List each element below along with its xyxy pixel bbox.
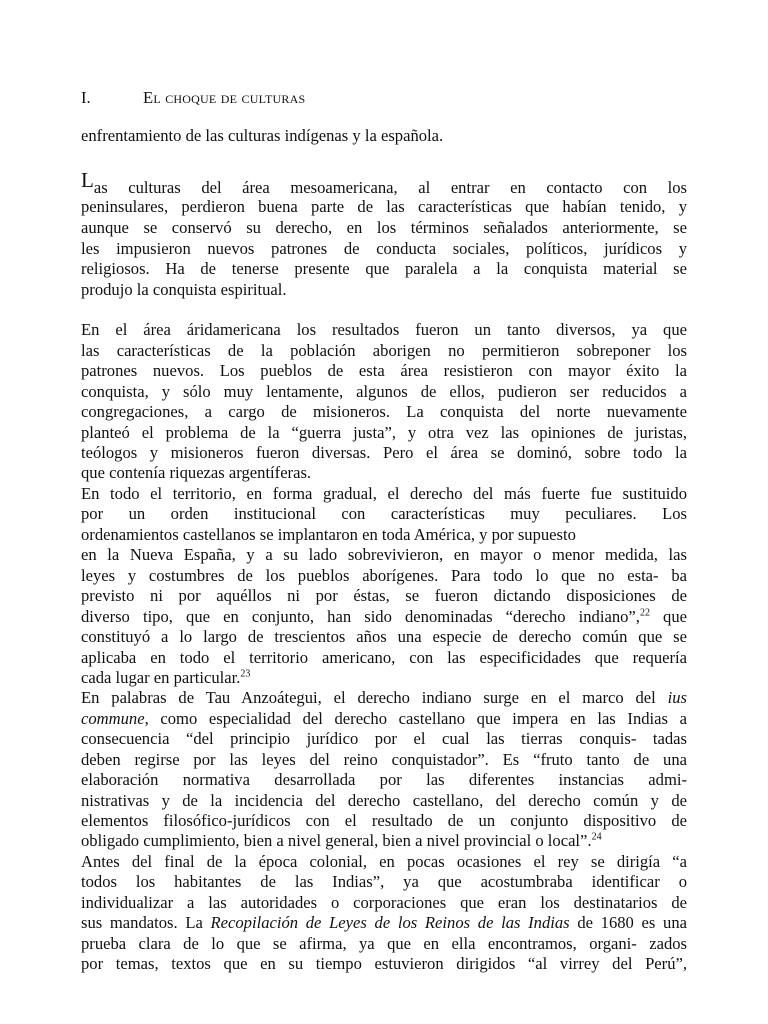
intro-line: enfrentamiento de las culturas indígenas y la española. [81,126,444,145]
paragraph-line: por temas, textos que en su tiempo estuvieron dirigidos “al virrey del Perú”, [81,954,687,973]
paragraph-line: elementos filosófico-jurídicos con el resultado de un conjunto dispositivo de [81,811,687,830]
paragraph-line: por un orden institucional con características muy peculiares. Los [81,504,687,523]
paragraph-line: las características de la población aborigen no permitieron sobreponer los [81,341,687,360]
paragraph-line: elaboración normativa desarrollada por las diferentes instancias admi- [81,770,687,789]
paragraph-line: En el área áridamericana los resultados fueron un tanto diversos, ya que [81,320,687,339]
footnote-ref-23: 23 [240,668,251,680]
italic-term: ius [667,688,687,707]
paragraph-line: prueba clara de lo que se afirma, ya que en ella encontramos, organi- zados [81,934,687,953]
paragraph-line: que contenía riquezas argentíferas. [81,463,312,482]
paragraph-line: todos los habitantes de las Indias”, ya que acostumbraba identificar o [81,872,687,891]
paragraph-line: nistrativas y de la incidencia del derecho castellano, del derecho común y de [81,791,687,810]
paragraph-line: les impusieron nuevos patrones de conducta sociales, políticos, jurídicos y [81,239,687,258]
paragraph-line: Antes del final de la época colonial, en pocas ocasiones el rey se dirigía “a [81,852,687,871]
section-number: I. [81,88,91,107]
paragraph-line: consecuencia “del principio jurídico por el cual las tierras conquis- tadas [81,729,687,748]
paragraph-line: teólogos y misioneros fueron diversas. Pero el área se dominó, sobre todo la [81,443,687,462]
paragraph-line: Las culturas del área mesoamericana, al entrar en contacto con los [81,168,687,197]
paragraph-line: cada lugar en particular.$^{23}$ [81,668,251,687]
paragraph-line: individualizar a las autoridades o corporaciones que eran los destinatarios de [81,893,687,912]
paragraph-line: religiosos. Ha de tenerse presente que paralela a la conquista material se [81,259,687,278]
paragraph-line: ordenamientos castellanos se implantaron en toda América, y por supuesto [81,525,576,544]
paragraph-line: aplicaba en todo el territorio americano, con las especificidades que requería [81,648,687,667]
paragraph-line: En todo el territorio, en forma gradual, el derecho del más fuerte fue sustituido [81,484,687,503]
section-title: El choque de culturas [143,88,306,107]
paragraph-line: previsto ni por aquéllos ni por éstas, se fueron dictando disposiciones de [81,586,687,605]
italic-title: Recopilación de Leyes de los Reinos de las Indias [210,913,570,932]
italic-term: commune [81,709,145,728]
paragraph-line: congregaciones, a cargo de misioneros. La conquista del norte nuevamente [81,402,687,421]
paragraph-line: en la Nueva España, y a su lado sobrevivieron, en mayor o menor medida, las [81,545,687,564]
paragraph-line: produjo la conquista espiritual. [81,280,287,299]
paragraph-line: peninsulares, perdieron buena parte de las características que habían tenido, y [81,197,687,216]
footnote-ref-22: 22 [639,607,650,619]
footnote-ref-24: 24 [591,831,602,843]
paragraph-line: commune, como especialidad del derecho castellano que impera en las Indias a [81,709,687,728]
paragraph-line: diverso tipo, que en conjunto, han sido denominadas “derecho indiano”,$^{22}$ que [81,607,688,626]
drop-cap: L [81,168,94,192]
paragraph-line: planteó el problema de la “guerra justa”, y otra vez las opiniones de juristas, [81,423,687,442]
paragraph-line: conquista, y sólo muy lentamente, algunos de ellos, pudieron ser reducidos a [81,382,687,401]
paragraph-line: patrones nuevos. Los pueblos de esta área resistieron con mayor éxito la [81,361,687,380]
paragraph-line: obligado cumplimiento, bien a nivel general, bien a nivel provincial o local”.$^{24}$ [81,831,602,850]
paragraph-line: deben regirse por las leyes del reino conquistador”. Es “fruto tanto de una [81,750,687,769]
paragraph-line: En palabras de Tau Anzoátegui, el derecho indiano surge en el marco del ius [81,688,687,707]
paragraph-line: leyes y costumbres de los pueblos aborígenes. Para todo lo que no esta- ba [81,566,687,585]
paragraph-line: constituyó a lo largo de trescientos años una especie de derecho común que se [81,627,687,646]
paragraph-line: sus mandatos. La Recopilación de Leyes de los Reinos de las Indias de 1680 es una [81,913,687,932]
paragraph-line: aunque se conservó su derecho, en los términos señalados anteriormente, se [81,218,687,237]
